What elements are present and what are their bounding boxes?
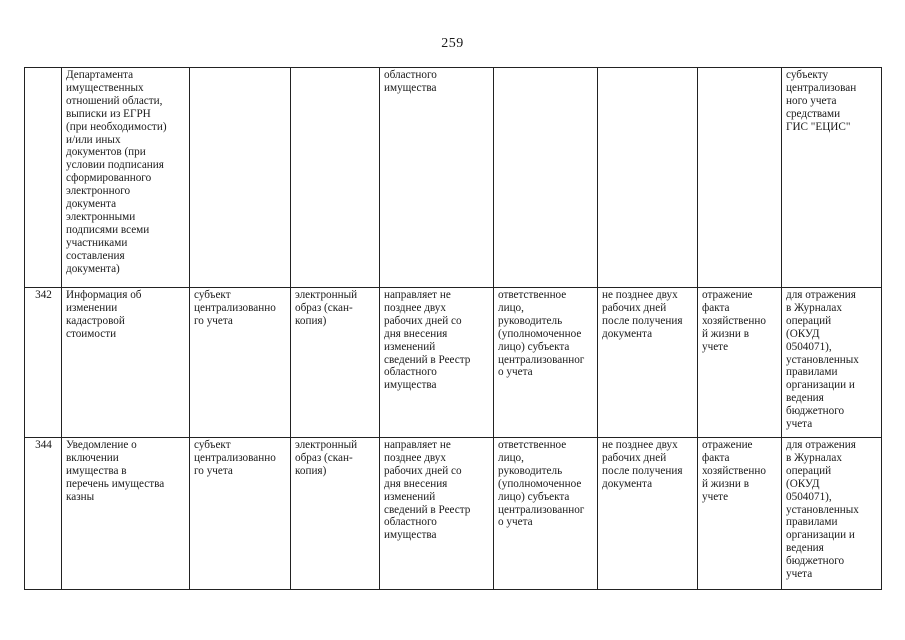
document-name: Информация об изменении кадастровой стоимости [66,289,142,340]
row-number: 342 [35,289,52,301]
purpose-text: отражение факта хозяйственно й жизни в учете [702,289,766,353]
recipient-cell [782,288,882,438]
term-cell [380,68,494,288]
deadline-text: не позднее двух рабочих дней после получения документа [602,289,683,340]
form-cell [291,68,380,288]
document-name: Уведомление о включении имущества в перечень имущества казны [66,439,165,503]
document-table [24,67,882,590]
recipient-cell [782,68,882,288]
deadline-cell [598,68,698,288]
row-number-cell [25,288,62,438]
deadline-text: не позднее двух рабочих дней после получения документа [602,439,683,490]
recipient-cell [782,438,882,590]
term-cell [380,288,494,438]
purpose-cell [698,68,782,288]
term-text: направляет не позднее двух рабочих дней со дня внесения изменений сведений в Реестр областного имущества [384,439,471,542]
row-number-cell [25,68,62,288]
source-cell [190,68,291,288]
row-number-cell [25,438,62,590]
source-text: субъект централизованно го учета [194,289,276,327]
responsible-cell [494,288,598,438]
recipient-text: для отражения в Журналах операций (ОКУД 0504071), установленных правилами организации и ведения бюджетного учета [786,439,859,581]
deadline-cell [598,288,698,438]
term-cell [380,438,494,590]
recipient-text: для отражения в Журналах операций (ОКУД 0504071), установленных правилами организации и ведения бюджетного учета [786,289,859,431]
responsible-cell [494,438,598,590]
form-text: электронный образ (скан- копия) [295,439,358,477]
source-cell [190,438,291,590]
document-name-cell [62,438,190,590]
purpose-cell [698,438,782,590]
deadline-cell [598,438,698,590]
responsible-text: ответственное лицо, руководитель (уполномоченное лицо) субъекта централизованног о учета [498,289,585,379]
responsible-text: ответственное лицо, руководитель (уполномоченное лицо) субъекта централизованног о учета [498,439,585,529]
table-row [25,288,882,438]
document-name-cell [62,288,190,438]
table-row [25,438,882,590]
form-cell [291,438,380,590]
form-cell [291,288,380,438]
source-cell [190,288,291,438]
responsible-cell [494,68,598,288]
term-text: направляет не позднее двух рабочих дней со дня внесения изменений сведений в Реестр областного имущества [384,289,471,392]
page-number: 259 [441,36,464,51]
document-name-cell [62,68,190,288]
form-text: электронный образ (скан- копия) [295,289,358,327]
document-name: Департамента имущественных отношений области, выписки из ЕГРН (при необходимости) и/или иных документов (при условии подписания сформированного электронного документа электронными подписями всеми участниками составления документа) [66,69,167,275]
purpose-text: отражение факта хозяйственно й жизни в учете [702,439,766,503]
source-text: субъект централизованно го учета [194,439,276,477]
purpose-cell [698,288,782,438]
term-text: областного имущества [384,69,437,94]
recipient-text: субъекту централизован ного учета средствами ГИС "ЕЦИС" [786,69,857,133]
table-row [25,68,882,288]
row-number: 344 [35,439,52,451]
